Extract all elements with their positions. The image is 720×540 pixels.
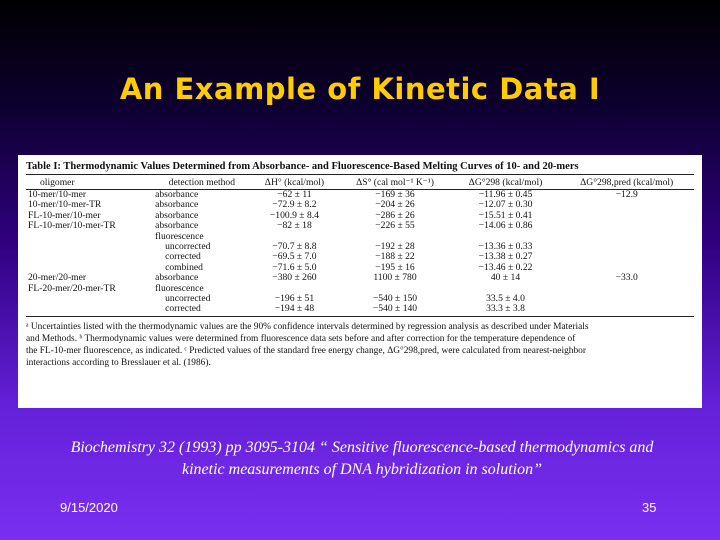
table-cell: −13.38 ± 0.27 bbox=[478, 251, 533, 263]
table-cell: 1100 ± 780 bbox=[373, 272, 417, 284]
thermodynamic-table-figure bbox=[18, 155, 702, 408]
footnote-line: and Methods. ᵇ Thermodynamic values were determined from fluorescence data sets before and after correction for the temperature dependence of bbox=[26, 333, 576, 344]
table-cell: fluorescence bbox=[155, 282, 204, 294]
header-oligomer: oligomer bbox=[26, 175, 153, 190]
citation bbox=[22, 437, 702, 481]
table-cell: corrected bbox=[153, 304, 250, 316]
table-cell: −13.36 ± 0.33 bbox=[478, 241, 533, 253]
table-cell: 33.5 ± 4.0 bbox=[486, 293, 525, 305]
table-row bbox=[26, 211, 694, 221]
table-cell bbox=[559, 242, 694, 252]
table-header-row bbox=[26, 175, 694, 190]
table-cell bbox=[559, 221, 694, 231]
table-cell: uncorrected bbox=[165, 293, 211, 305]
table-row bbox=[26, 263, 694, 273]
table-cell: fluorescence bbox=[155, 230, 204, 242]
table-cell: −12.07 ± 0.30 bbox=[478, 199, 533, 211]
table-cell: −169 ± 36 bbox=[375, 189, 415, 200]
table-cell: −72.9 ± 8.2 bbox=[272, 199, 317, 211]
table-row bbox=[26, 232, 694, 242]
slide-title: An Example of Kinetic Data I bbox=[119, 72, 601, 106]
table-cell bbox=[559, 211, 694, 221]
table-cell: absorbance bbox=[155, 272, 199, 284]
table-footnotes bbox=[26, 321, 694, 369]
table-cell: FL-10-mer/10-mer bbox=[28, 209, 101, 221]
table-cell: uncorrected bbox=[165, 241, 211, 253]
table-row bbox=[26, 200, 694, 210]
table-cell: FL-20-mer/20-mer-TR bbox=[28, 282, 116, 294]
table-cell: 10-mer/10-mer bbox=[28, 189, 87, 200]
table-cell: −540 ± 140 bbox=[338, 304, 451, 316]
slide-page-number: 35 bbox=[642, 500, 657, 515]
table-cell: −226 ± 55 bbox=[375, 220, 415, 232]
table-cell: absorbance bbox=[155, 189, 199, 200]
slide-date: 9/15/2020 bbox=[60, 500, 118, 515]
table-cell: −71.6 ± 5.0 bbox=[272, 261, 317, 273]
header-delta-g: ΔG°298 (kcal/mol) bbox=[452, 175, 560, 190]
table-cell: −13.46 ± 0.22 bbox=[478, 261, 533, 273]
table-row bbox=[26, 304, 694, 316]
table-cell: −69.5 ± 7.0 bbox=[272, 251, 317, 263]
table-cell: 10-mer/10-mer-TR bbox=[28, 199, 102, 211]
table-cell: 40 ± 14 bbox=[490, 272, 521, 284]
table-cell bbox=[26, 252, 153, 262]
table-cell bbox=[559, 294, 694, 304]
table-row bbox=[26, 252, 694, 262]
table-cell: −15.51 ± 0.41 bbox=[478, 209, 533, 221]
table-cell: −33.0 bbox=[615, 272, 638, 284]
citation-line-1: Biochemistry 32 (1993) pp 3095-3104 “ Sensitive fluorescence-based thermodynamics and bbox=[70, 439, 654, 456]
table-row bbox=[26, 294, 694, 304]
table-cell: −286 ± 26 bbox=[375, 209, 415, 221]
table-cell: −82 ± 18 bbox=[277, 220, 312, 232]
table-body bbox=[26, 190, 694, 317]
table-row bbox=[26, 284, 694, 294]
table-cell: combined bbox=[165, 261, 203, 273]
footnote-line: the FL-10-mer fluorescence, as indicated. ᶜ Predicted values of the standard free energy change, ΔG°298,pred, were calculated from nearest-neighbor bbox=[26, 345, 586, 356]
table-cell bbox=[26, 304, 153, 316]
thermodynamic-table bbox=[26, 174, 694, 317]
citation-line-2: kinetic measurements of DNA hybridization in solution” bbox=[182, 461, 542, 478]
table-cell bbox=[26, 294, 153, 304]
table-cell: absorbance bbox=[155, 220, 199, 232]
table-cell: −12.9 bbox=[615, 189, 638, 200]
table-cell: −194 ± 48 bbox=[251, 304, 339, 316]
header-delta-g-pred: ΔG°298,pred (kcal/mol) bbox=[559, 175, 694, 190]
table-cell: −204 ± 26 bbox=[375, 199, 415, 211]
table-cell: FL-10-mer/10-mer-TR bbox=[28, 220, 116, 232]
table-cell: −188 ± 22 bbox=[375, 251, 415, 263]
table-cell: 20-mer/20-mer bbox=[28, 272, 87, 284]
table-row bbox=[26, 273, 694, 283]
table-cell: −540 ± 150 bbox=[372, 293, 418, 305]
table-cell: −70.7 ± 8.8 bbox=[272, 241, 317, 253]
header-detection-method: detection method bbox=[153, 175, 250, 190]
table-cell: −195 ± 16 bbox=[375, 261, 415, 273]
table-cell bbox=[559, 252, 694, 262]
table-cell: absorbance bbox=[155, 209, 199, 221]
table-cell bbox=[26, 242, 153, 252]
table-cell: −14.06 ± 0.86 bbox=[478, 220, 533, 232]
table-cell: −380 ± 260 bbox=[272, 272, 317, 284]
table-cell: −62 ± 11 bbox=[277, 189, 312, 200]
footnote-line: interactions according to Bresslauer et al. (1986). bbox=[26, 357, 211, 368]
table-cell bbox=[559, 284, 694, 294]
table-cell: −196 ± 51 bbox=[274, 293, 315, 305]
table-cell: corrected bbox=[165, 251, 201, 263]
table-cell: absorbance bbox=[155, 199, 199, 211]
table-cell: 33.3 ± 3.8 bbox=[452, 304, 560, 316]
footnote-line: ᵃ Uncertainties listed with the thermodynamic values are the 90% confidence intervals determined by regression analysis as described under Materials bbox=[26, 321, 589, 332]
table-cell bbox=[559, 232, 694, 242]
header-delta-h: ΔH° (kcal/mol) bbox=[251, 175, 339, 190]
table-cell bbox=[26, 232, 153, 242]
table-cell bbox=[559, 304, 694, 316]
table-cell: −100.9 ± 8.4 bbox=[269, 209, 319, 221]
table-row bbox=[26, 190, 694, 201]
table-row bbox=[26, 221, 694, 231]
header-delta-s: ΔS° (cal mol⁻¹ K⁻¹) bbox=[338, 175, 451, 190]
table-cell bbox=[559, 200, 694, 210]
table-cell: −192 ± 28 bbox=[375, 241, 415, 253]
table-row bbox=[26, 242, 694, 252]
table-caption: Table I: Thermodynamic Values Determined from Absorbance- and Fluorescence-Based Melting Curves of 10- and 20-mers bbox=[26, 161, 579, 172]
table-cell: −11.96 ± 0.45 bbox=[478, 189, 533, 200]
